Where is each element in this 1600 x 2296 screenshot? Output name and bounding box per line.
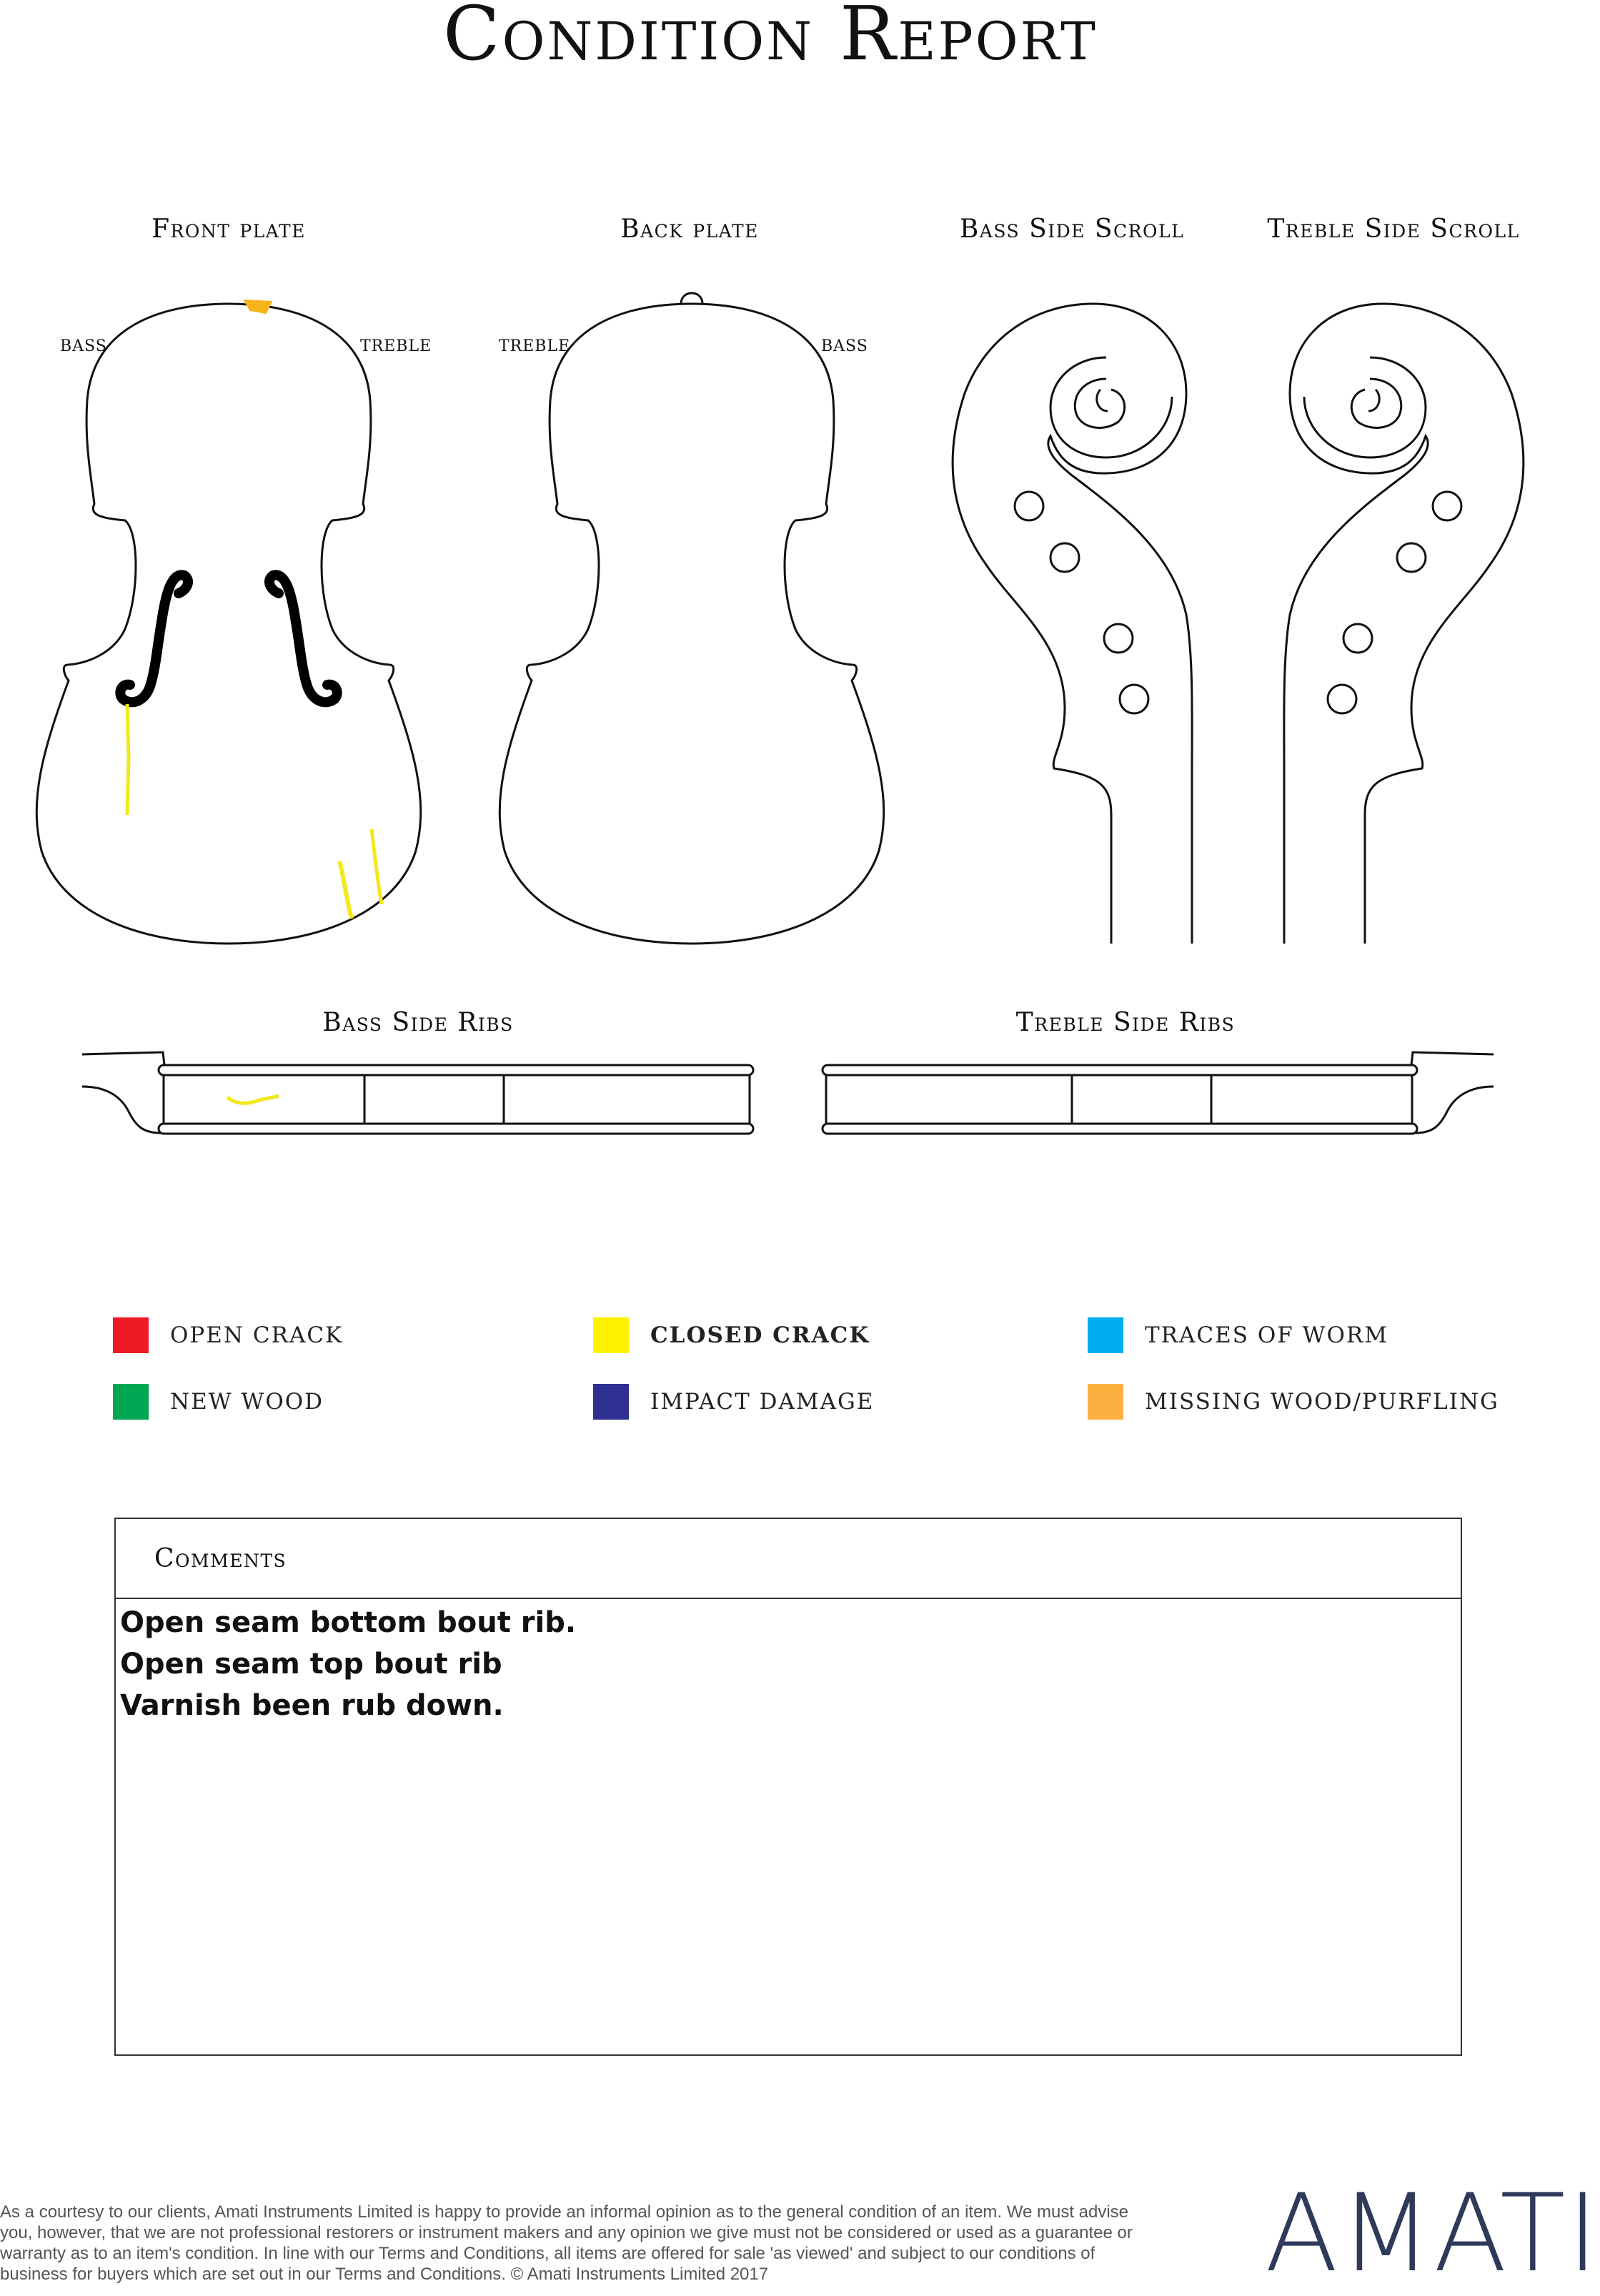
treble-scroll-peg-hole <box>1343 624 1372 653</box>
amati-logo: AMATI <box>1265 2172 1600 2296</box>
bass-side-ribs-drawing <box>82 1052 753 1134</box>
legend-item-open-crack <box>113 1317 343 1353</box>
comments-header: Comments <box>116 1519 1461 1599</box>
open-crack-swatch <box>113 1317 149 1353</box>
legend-item-missing-wood <box>1088 1384 1499 1420</box>
treble-scroll-peg-hole <box>1433 492 1461 520</box>
legend-item-impact-damage <box>593 1384 874 1420</box>
treble-scroll-peg-hole <box>1397 543 1426 572</box>
comments-body[interactable] <box>116 1599 1461 1726</box>
front-plate-drawing <box>36 300 420 944</box>
legend-label: MISSING WOOD/PURFLING <box>1145 1389 1499 1415</box>
front-treble-side-label: TREBLE <box>360 337 432 355</box>
traces-of-worm-swatch <box>1088 1317 1123 1353</box>
legend-label: CLOSED CRACK <box>650 1322 870 1348</box>
front-plate-closed-crack-mark <box>339 861 352 919</box>
treble-side-scroll-label: Treble Side Scroll <box>1267 214 1520 244</box>
legend-label: IMPACT DAMAGE <box>650 1389 875 1415</box>
back-plate-button <box>681 293 702 304</box>
bass-scroll-peg-hole <box>1120 685 1148 713</box>
bass-ribs-closed-crack-mark <box>227 1096 279 1103</box>
treble-scroll-peg-hole <box>1328 685 1356 713</box>
treble-side-ribs-label: Treble Side Ribs <box>1015 1008 1236 1037</box>
legend-label: NEW WOOD <box>170 1389 324 1415</box>
front-plate-closed-crack-mark <box>372 829 382 904</box>
instrument-diagrams <box>0 0 1541 1179</box>
bass-side-scroll-label: Bass Side Scroll <box>959 214 1185 244</box>
bass-scroll-peg-hole <box>1050 543 1079 572</box>
missing-wood-swatch <box>1088 1384 1123 1420</box>
front-plate-missing-wood-mark <box>244 300 272 313</box>
bass-side-ribs-label: Bass Side Ribs <box>322 1008 514 1037</box>
treble-side-ribs-drawing <box>823 1052 1494 1134</box>
closed-crack-swatch <box>593 1317 629 1353</box>
legend-label: TRACES OF WORM <box>1145 1322 1388 1348</box>
legend-item-new-wood <box>113 1384 324 1420</box>
back-plate-label: Back plate <box>620 214 759 244</box>
back-treble-side-label: TREBLE <box>499 337 571 355</box>
page-title: Condition Report <box>443 0 1098 77</box>
bass-scroll-peg-hole <box>1104 624 1133 653</box>
legend-item-traces-of-worm <box>1088 1317 1388 1353</box>
comment-line: Varnish been rub down. <box>120 1689 504 1722</box>
front-plate-f-hole-bass <box>120 575 188 702</box>
treble-side-scroll-drawing <box>1284 304 1524 944</box>
front-plate-f-hole-treble <box>269 575 337 702</box>
disclaimer-text: As a courtesy to our clients, Amati Instruments Limited is happy to provide an informal opinion as to the general condition of an item. We must advise you, however, that we are not professional restorers or instrument makers and any opinion we give must not be considered or used as a guarantee or warranty as to an item's condition. In line with our Terms and Conditions, all items are offered for sale 'as viewed' and subject to our conditions of business for buyers which are set out in our Terms and Conditions. © Amati Instruments Limited 2017 <box>0 2202 1133 2284</box>
comments-box <box>114 1518 1462 2056</box>
bass-scroll-peg-hole <box>1015 492 1043 520</box>
front-plate-label: Front plate <box>151 214 306 244</box>
front-bass-side-label: BASS <box>60 337 107 355</box>
comment-line: Open seam top bout rib <box>120 1648 502 1681</box>
impact-damage-swatch <box>593 1384 629 1420</box>
back-bass-side-label: BASS <box>821 337 868 355</box>
new-wood-swatch <box>113 1384 149 1420</box>
comment-line: Open seam bottom bout rib. <box>120 1606 577 1639</box>
back-plate-drawing <box>500 293 883 944</box>
legend-label: OPEN CRACK <box>170 1322 344 1348</box>
bass-side-scroll-drawing <box>953 304 1192 944</box>
legend-item-closed-crack <box>593 1317 870 1353</box>
front-plate-closed-crack-mark <box>127 704 129 815</box>
